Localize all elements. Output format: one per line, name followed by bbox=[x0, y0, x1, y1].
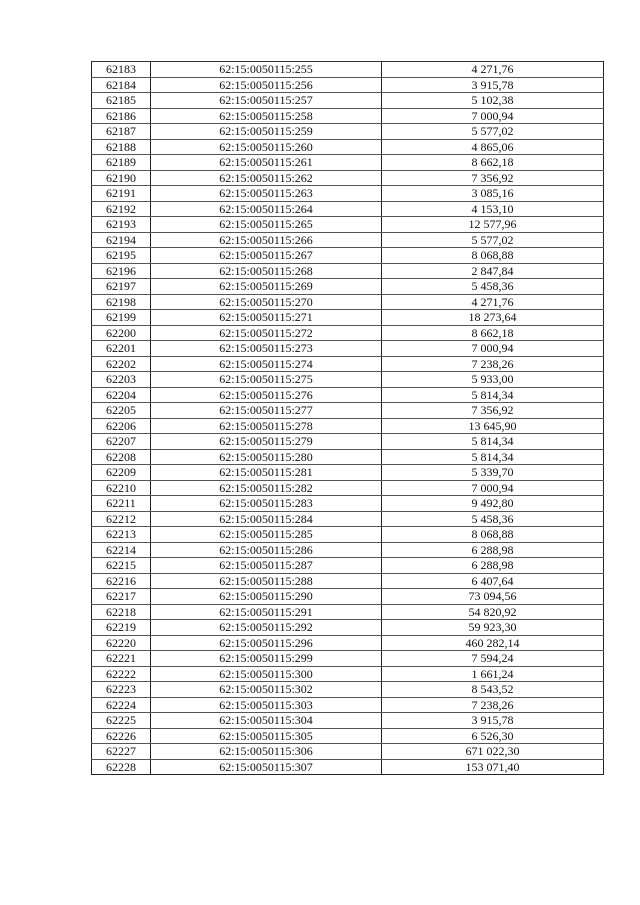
cadastral-number-cell: 62:15:0050115:307 bbox=[151, 759, 382, 775]
value-cell: 5 933,00 bbox=[382, 372, 604, 388]
cadastral-number-cell: 62:15:0050115:284 bbox=[151, 511, 382, 527]
value-cell: 4 271,76 bbox=[382, 62, 604, 78]
row-number-cell: 62226 bbox=[92, 728, 151, 744]
row-number-cell: 62196 bbox=[92, 263, 151, 279]
row-number-cell: 62223 bbox=[92, 682, 151, 698]
row-number-cell: 62206 bbox=[92, 418, 151, 434]
value-cell: 73 094,56 bbox=[382, 589, 604, 605]
cadastral-number-cell: 62:15:0050115:280 bbox=[151, 449, 382, 465]
row-number-cell: 62201 bbox=[92, 341, 151, 357]
cadastral-number-cell: 62:15:0050115:271 bbox=[151, 310, 382, 326]
registry-table-body bbox=[92, 62, 604, 775]
cadastral-number-cell: 62:15:0050115:303 bbox=[151, 697, 382, 713]
row-number-cell: 62183 bbox=[92, 62, 151, 78]
row-number-cell: 62213 bbox=[92, 527, 151, 543]
cadastral-number-cell: 62:15:0050115:266 bbox=[151, 232, 382, 248]
value-cell: 5 814,34 bbox=[382, 434, 604, 450]
cadastral-number-cell: 62:15:0050115:268 bbox=[151, 263, 382, 279]
cadastral-number-cell: 62:15:0050115:283 bbox=[151, 496, 382, 512]
table-row bbox=[92, 155, 604, 171]
table-row bbox=[92, 294, 604, 310]
value-cell: 6 526,30 bbox=[382, 728, 604, 744]
table-row bbox=[92, 713, 604, 729]
row-number-cell: 62210 bbox=[92, 480, 151, 496]
row-number-cell: 62197 bbox=[92, 279, 151, 295]
row-number-cell: 62203 bbox=[92, 372, 151, 388]
value-cell: 5 458,36 bbox=[382, 511, 604, 527]
table-row bbox=[92, 108, 604, 124]
cadastral-number-cell: 62:15:0050115:269 bbox=[151, 279, 382, 295]
table-row bbox=[92, 248, 604, 264]
row-number-cell: 62186 bbox=[92, 108, 151, 124]
cadastral-number-cell: 62:15:0050115:259 bbox=[151, 124, 382, 140]
row-number-cell: 62194 bbox=[92, 232, 151, 248]
row-number-cell: 62219 bbox=[92, 620, 151, 636]
table-row bbox=[92, 418, 604, 434]
cadastral-number-cell: 62:15:0050115:265 bbox=[151, 217, 382, 233]
cadastral-number-cell: 62:15:0050115:255 bbox=[151, 62, 382, 78]
value-cell: 54 820,92 bbox=[382, 604, 604, 620]
cadastral-number-cell: 62:15:0050115:286 bbox=[151, 542, 382, 558]
table-row bbox=[92, 217, 604, 233]
table-row bbox=[92, 666, 604, 682]
row-number-cell: 62227 bbox=[92, 744, 151, 760]
cadastral-number-cell: 62:15:0050115:262 bbox=[151, 170, 382, 186]
table-row bbox=[92, 62, 604, 78]
table-row bbox=[92, 465, 604, 481]
row-number-cell: 62188 bbox=[92, 139, 151, 155]
value-cell: 8 068,88 bbox=[382, 248, 604, 264]
cadastral-number-cell: 62:15:0050115:299 bbox=[151, 651, 382, 667]
value-cell: 6 288,98 bbox=[382, 542, 604, 558]
cadastral-number-cell: 62:15:0050115:275 bbox=[151, 372, 382, 388]
registry-table bbox=[91, 61, 604, 775]
value-cell: 5 577,02 bbox=[382, 232, 604, 248]
cadastral-number-cell: 62:15:0050115:278 bbox=[151, 418, 382, 434]
value-cell: 4 153,10 bbox=[382, 201, 604, 217]
table-row bbox=[92, 372, 604, 388]
row-number-cell: 62187 bbox=[92, 124, 151, 140]
value-cell: 7 000,94 bbox=[382, 108, 604, 124]
value-cell: 18 273,64 bbox=[382, 310, 604, 326]
cadastral-number-cell: 62:15:0050115:305 bbox=[151, 728, 382, 744]
value-cell: 59 923,30 bbox=[382, 620, 604, 636]
value-cell: 3 915,78 bbox=[382, 713, 604, 729]
value-cell: 7 356,92 bbox=[382, 403, 604, 419]
cadastral-number-cell: 62:15:0050115:288 bbox=[151, 573, 382, 589]
value-cell: 7 356,92 bbox=[382, 170, 604, 186]
table-row bbox=[92, 310, 604, 326]
value-cell: 5 339,70 bbox=[382, 465, 604, 481]
value-cell: 6 407,64 bbox=[382, 573, 604, 589]
table-row bbox=[92, 573, 604, 589]
table-row bbox=[92, 620, 604, 636]
value-cell: 12 577,96 bbox=[382, 217, 604, 233]
cadastral-number-cell: 62:15:0050115:300 bbox=[151, 666, 382, 682]
value-cell: 4 865,06 bbox=[382, 139, 604, 155]
row-number-cell: 62193 bbox=[92, 217, 151, 233]
row-number-cell: 62207 bbox=[92, 434, 151, 450]
table-row bbox=[92, 697, 604, 713]
cadastral-number-cell: 62:15:0050115:272 bbox=[151, 325, 382, 341]
table-row bbox=[92, 93, 604, 109]
row-number-cell: 62190 bbox=[92, 170, 151, 186]
cadastral-number-cell: 62:15:0050115:296 bbox=[151, 635, 382, 651]
value-cell: 13 645,90 bbox=[382, 418, 604, 434]
cadastral-number-cell: 62:15:0050115:267 bbox=[151, 248, 382, 264]
value-cell: 153 071,40 bbox=[382, 759, 604, 775]
value-cell: 7 594,24 bbox=[382, 651, 604, 667]
row-number-cell: 62214 bbox=[92, 542, 151, 558]
row-number-cell: 62217 bbox=[92, 589, 151, 605]
cadastral-number-cell: 62:15:0050115:274 bbox=[151, 356, 382, 372]
row-number-cell: 62228 bbox=[92, 759, 151, 775]
cadastral-number-cell: 62:15:0050115:302 bbox=[151, 682, 382, 698]
table-row bbox=[92, 356, 604, 372]
table-row bbox=[92, 728, 604, 744]
value-cell: 4 271,76 bbox=[382, 294, 604, 310]
value-cell: 5 102,38 bbox=[382, 93, 604, 109]
value-cell: 8 662,18 bbox=[382, 155, 604, 171]
row-number-cell: 62199 bbox=[92, 310, 151, 326]
cadastral-number-cell: 62:15:0050115:306 bbox=[151, 744, 382, 760]
row-number-cell: 62184 bbox=[92, 77, 151, 93]
cadastral-number-cell: 62:15:0050115:277 bbox=[151, 403, 382, 419]
cadastral-number-cell: 62:15:0050115:281 bbox=[151, 465, 382, 481]
table-row bbox=[92, 744, 604, 760]
value-cell: 5 577,02 bbox=[382, 124, 604, 140]
cadastral-number-cell: 62:15:0050115:285 bbox=[151, 527, 382, 543]
row-number-cell: 62218 bbox=[92, 604, 151, 620]
cadastral-number-cell: 62:15:0050115:276 bbox=[151, 387, 382, 403]
table-row bbox=[92, 759, 604, 775]
table-row bbox=[92, 496, 604, 512]
row-number-cell: 62189 bbox=[92, 155, 151, 171]
value-cell: 7 000,94 bbox=[382, 341, 604, 357]
table-row bbox=[92, 403, 604, 419]
cadastral-number-cell: 62:15:0050115:304 bbox=[151, 713, 382, 729]
row-number-cell: 62204 bbox=[92, 387, 151, 403]
row-number-cell: 62191 bbox=[92, 186, 151, 202]
row-number-cell: 62192 bbox=[92, 201, 151, 217]
table-row bbox=[92, 201, 604, 217]
cadastral-number-cell: 62:15:0050115:261 bbox=[151, 155, 382, 171]
cadastral-number-cell: 62:15:0050115:256 bbox=[151, 77, 382, 93]
cadastral-number-cell: 62:15:0050115:270 bbox=[151, 294, 382, 310]
value-cell: 5 814,34 bbox=[382, 387, 604, 403]
table-row bbox=[92, 651, 604, 667]
value-cell: 8 662,18 bbox=[382, 325, 604, 341]
cadastral-number-cell: 62:15:0050115:279 bbox=[151, 434, 382, 450]
row-number-cell: 62220 bbox=[92, 635, 151, 651]
row-number-cell: 62222 bbox=[92, 666, 151, 682]
table-row bbox=[92, 589, 604, 605]
table-row bbox=[92, 434, 604, 450]
row-number-cell: 62215 bbox=[92, 558, 151, 574]
value-cell: 7 238,26 bbox=[382, 356, 604, 372]
value-cell: 8 543,52 bbox=[382, 682, 604, 698]
row-number-cell: 62221 bbox=[92, 651, 151, 667]
value-cell: 6 288,98 bbox=[382, 558, 604, 574]
value-cell: 1 661,24 bbox=[382, 666, 604, 682]
cadastral-number-cell: 62:15:0050115:282 bbox=[151, 480, 382, 496]
row-number-cell: 62185 bbox=[92, 93, 151, 109]
value-cell: 3 085,16 bbox=[382, 186, 604, 202]
row-number-cell: 62212 bbox=[92, 511, 151, 527]
table-row bbox=[92, 232, 604, 248]
row-number-cell: 62216 bbox=[92, 573, 151, 589]
table-row bbox=[92, 139, 604, 155]
cadastral-number-cell: 62:15:0050115:264 bbox=[151, 201, 382, 217]
table-row bbox=[92, 279, 604, 295]
value-cell: 5 814,34 bbox=[382, 449, 604, 465]
value-cell: 7 000,94 bbox=[382, 480, 604, 496]
table-row bbox=[92, 604, 604, 620]
cadastral-number-cell: 62:15:0050115:257 bbox=[151, 93, 382, 109]
cadastral-number-cell: 62:15:0050115:292 bbox=[151, 620, 382, 636]
table-row bbox=[92, 480, 604, 496]
value-cell: 460 282,14 bbox=[382, 635, 604, 651]
row-number-cell: 62202 bbox=[92, 356, 151, 372]
table-row bbox=[92, 124, 604, 140]
table-row bbox=[92, 449, 604, 465]
row-number-cell: 62208 bbox=[92, 449, 151, 465]
value-cell: 8 068,88 bbox=[382, 527, 604, 543]
value-cell: 2 847,84 bbox=[382, 263, 604, 279]
row-number-cell: 62224 bbox=[92, 697, 151, 713]
cadastral-number-cell: 62:15:0050115:291 bbox=[151, 604, 382, 620]
table-row bbox=[92, 341, 604, 357]
cadastral-number-cell: 62:15:0050115:273 bbox=[151, 341, 382, 357]
row-number-cell: 62200 bbox=[92, 325, 151, 341]
cadastral-number-cell: 62:15:0050115:287 bbox=[151, 558, 382, 574]
cadastral-number-cell: 62:15:0050115:258 bbox=[151, 108, 382, 124]
table-row bbox=[92, 682, 604, 698]
value-cell: 3 915,78 bbox=[382, 77, 604, 93]
value-cell: 9 492,80 bbox=[382, 496, 604, 512]
table-row bbox=[92, 263, 604, 279]
value-cell: 671 022,30 bbox=[382, 744, 604, 760]
table-row bbox=[92, 511, 604, 527]
table-row bbox=[92, 186, 604, 202]
row-number-cell: 62198 bbox=[92, 294, 151, 310]
cadastral-number-cell: 62:15:0050115:263 bbox=[151, 186, 382, 202]
value-cell: 5 458,36 bbox=[382, 279, 604, 295]
cadastral-number-cell: 62:15:0050115:290 bbox=[151, 589, 382, 605]
table-row bbox=[92, 325, 604, 341]
table-row bbox=[92, 387, 604, 403]
table-row bbox=[92, 527, 604, 543]
row-number-cell: 62211 bbox=[92, 496, 151, 512]
table-row bbox=[92, 635, 604, 651]
row-number-cell: 62205 bbox=[92, 403, 151, 419]
table-row bbox=[92, 77, 604, 93]
row-number-cell: 62225 bbox=[92, 713, 151, 729]
table-row bbox=[92, 542, 604, 558]
row-number-cell: 62195 bbox=[92, 248, 151, 264]
cadastral-number-cell: 62:15:0050115:260 bbox=[151, 139, 382, 155]
row-number-cell: 62209 bbox=[92, 465, 151, 481]
table-row bbox=[92, 170, 604, 186]
table-row bbox=[92, 558, 604, 574]
value-cell: 7 238,26 bbox=[382, 697, 604, 713]
